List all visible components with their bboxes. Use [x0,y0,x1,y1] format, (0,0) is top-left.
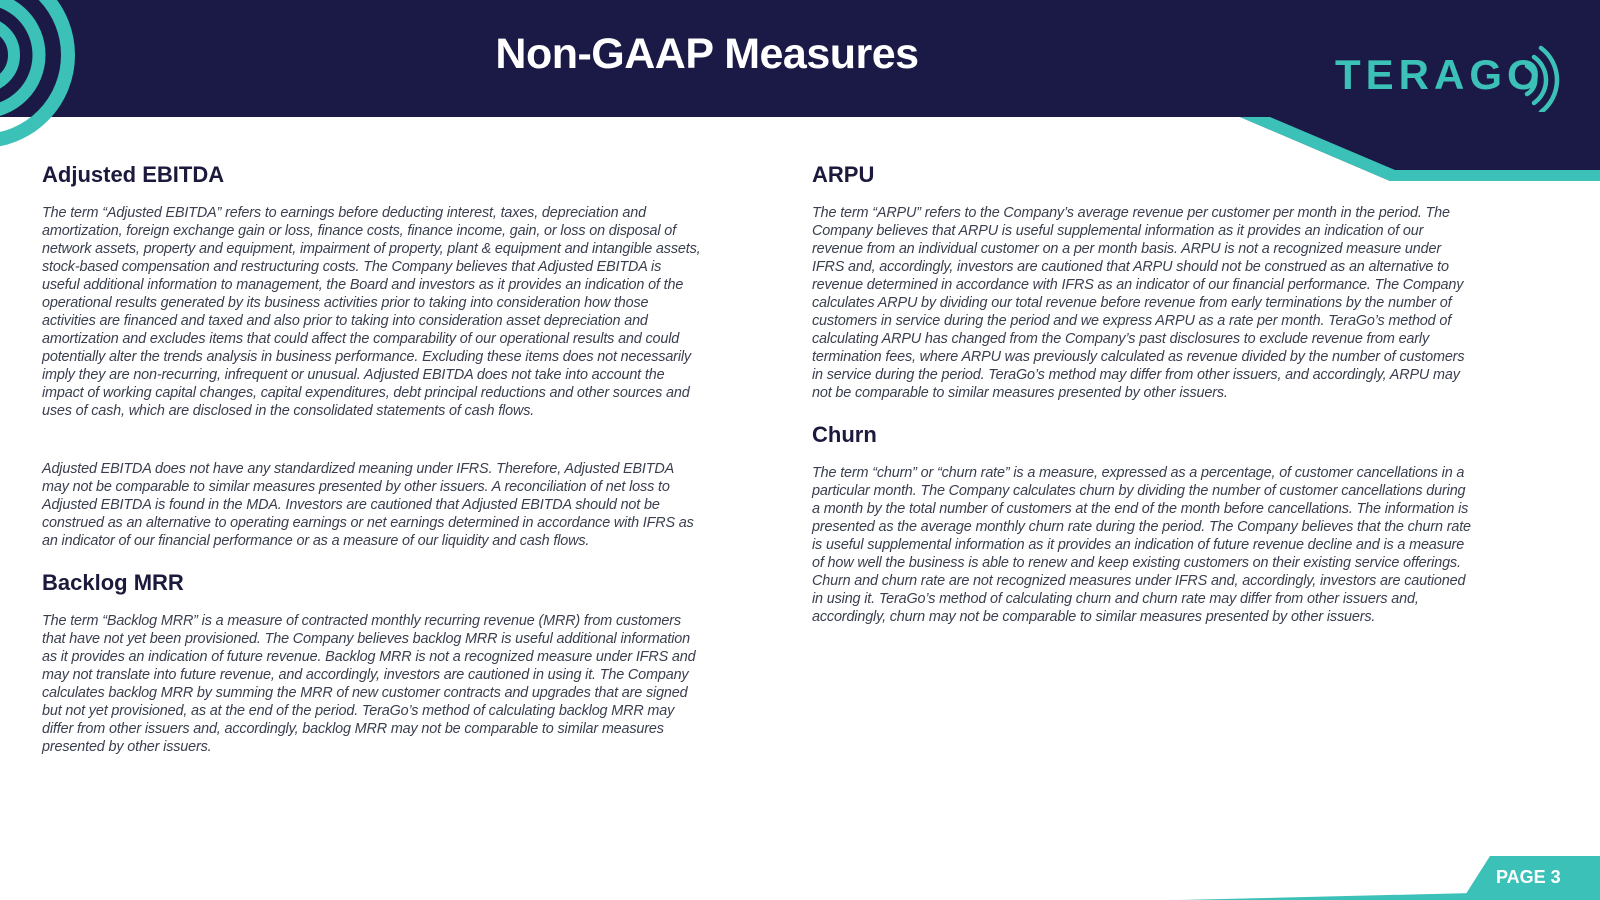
backlog-mrr-paragraph: The term “Backlog MRR” is a measure of contracted monthly recurring revenue (MRR) from customers that have not yet been provisioned. The Company believes backlog MRR is useful additional information as it provides an indication of future revenue. Backlog MRR is not a recognized measure under IFRS and may not translate into future revenue, and accordingly, investors are cautioned in using it. The Company calculates backlog MRR by summing the MRR of new customer contracts and upgrades that are signed but not yet provisioned, as at the end of the period. TeraGo’s method of calculating backlog MRR may differ from other issuers and, accordingly, backlog MRR may not be comparable to similar measures presented by other issuers. [42,613,696,755]
section-adjusted-ebitda [42,162,702,550]
arpu-paragraph: The term “ARPU” refers to the Company’s average revenue per customer per month in the period. The Company believes that ARPU is useful supplemental information as it provides an indication of our revenue from an individual customer on a per month basis. ARPU is not a recognized measure under IFRS and, accordingly, investors are cautioned that ARPU should not be construed as an alternative to revenue determined in accordance with IFRS as an indicator of our financial performance. The Company calculates ARPU by dividing our total revenue before revenue from early terminations by the number of customers in service during the period and we express ARPU as a rate per month. TeraGo’s method of calculating ARPU has changed from the Company’s past disclosures to exclude revenue from early termination fees, where ARPU was previously calculated as revenue divided by the number of customers in service during the period. TeraGo’s method may differ from other issuers, and accordingly, ARPU may not be comparable to similar measures presented by other issuers. [812,205,1465,401]
section-title-churn: Churn [812,422,877,447]
section-churn [812,422,1472,626]
churn-paragraph: The term “churn” or “churn rate” is a measure, expressed as a percentage, of customer cancellations in a particular month. The Company calculates churn by dividing the number of customer cancellations during a month by the total number of customers at the end of the month before cancellations. The information is presented as the average monthly churn rate during the period. The Company believes that the churn rate is useful supplemental information as it provides an indication of future revenue decline and is a measure of how well the business is able to renew and keep existing customers on their existing service offerings. Churn and churn rate are not recognized measures under IFRS and, accordingly, investors are cautioned in using it. TeraGo’s method of calculating churn and churn rate may differ from other issuers and, accordingly, churn may not be comparable to similar measures presented by other issuers. [812,465,1471,625]
section-backlog-mrr [42,570,702,756]
section-title-adjusted-ebitda: Adjusted EBITDA [42,162,225,187]
section-title-arpu: ARPU [812,162,875,187]
adjusted-ebitda-paragraph-2: Adjusted EBITDA does not have any standardized meaning under IFRS. Therefore, Adjusted EBITDA may not be comparable to similar measures presented by other issuers. A reconciliation of net loss to Adjusted EBITDA is found in the MDA. Investors are cautioned that Adjusted EBITDA should not be construed as an alternative to operating earnings or net earnings determined in accordance with IFRS as an indicator of our financial performance or as a measure of our liquidity and cash flows. [42,461,694,549]
adjusted-ebitda-paragraph-1: The term “Adjusted EBITDA” refers to earnings before deducting interest, taxes, depreciation and amortization, foreign exchange gain or loss, finance costs, finance income, gain, or loss on disposal of network assets, property and equipment, impairment of property, plant & equipment and intangible assets, stock-based compensation and restructuring costs. The Company believes that Adjusted EBITDA is useful additional information to management, the Board and investors as it provides an indication of the operational results generated by its business activities prior to taking into consideration how those activities are financed and taxed and also prior to taking into consideration asset depreciation and amortization and excludes items that could affect the comparability of our operational results and could potentially alter the trends analysis in business performance. Excluding these items does not necessarily imply they are non-recurring, infrequent or unusual. Adjusted EBITDA does not take into account the impact of working capital changes, capital expenditures, debt principal reductions and other sources and uses of cash, which are disclosed in the consolidated statements of cash flows. [42,205,701,419]
left-column [42,162,702,776]
page-number: PAGE 3 [1496,867,1561,887]
logo-text: TERAGO [1335,51,1545,98]
section-title-backlog-mrr: Backlog MRR [42,570,184,595]
terago-logo [1335,42,1575,112]
page-title: Non-GAAP Measures [495,30,919,78]
section-arpu [812,162,1472,402]
right-column [812,162,1472,646]
footer-banner [0,850,1600,900]
